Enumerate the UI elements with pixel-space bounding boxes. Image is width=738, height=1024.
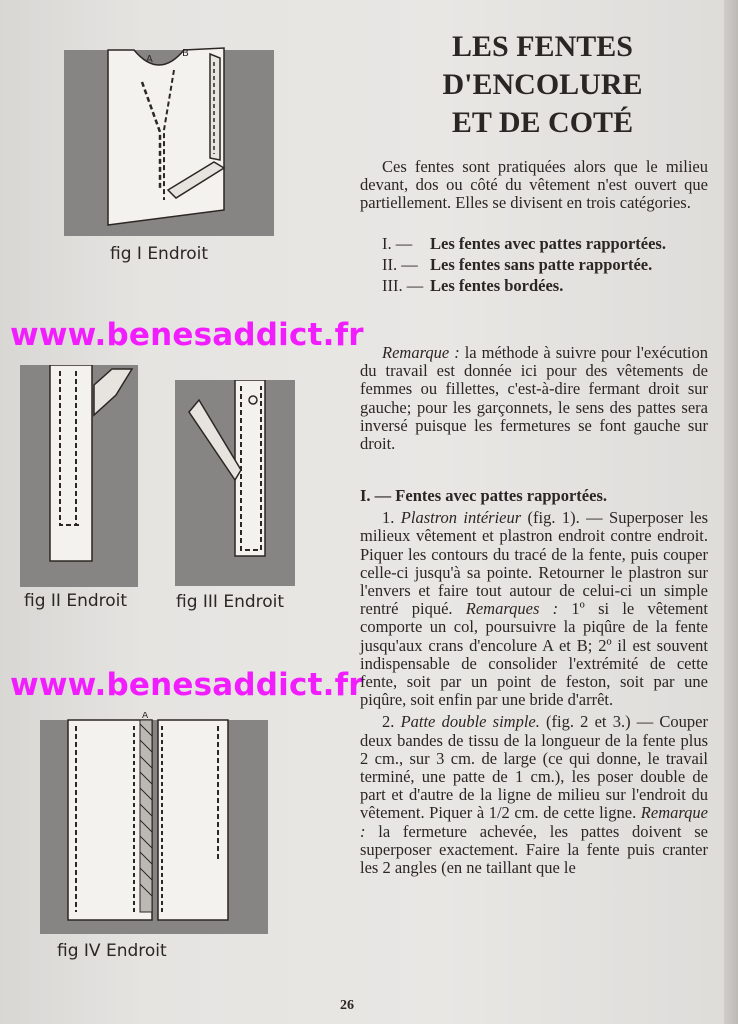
category-label: Les fentes avec pattes rapportées. [430, 234, 666, 253]
title-line-2: D'ENCOLURE [442, 68, 643, 101]
title-line-3: ET DE COTÉ [451, 106, 634, 139]
page-edge [724, 0, 738, 1024]
remarks-label: Remarques : [465, 599, 559, 619]
category-label: Les fentes sans patte rapportée. [430, 255, 653, 275]
item-title: Plastron intérieur [400, 508, 522, 528]
watermark-top: www.benesaddict.fr [10, 317, 364, 353]
intro-paragraph: Ces fentes sont pratiquées alors que le milieu devant, dos ou côté du vêtement n'est ouvert que partiellement. Elles se divisent en trois catégories. [360, 157, 708, 213]
remark-text: la méthode à suivre pour l'exécution du travail est donnée ici pour des vêtements de femmes ou fillettes, c'est-à-dire fermant droit sur gauche; pour les garçonnets, le sens des pattes sera inversé puisque les fermetures se font gauche sur droit. [360, 343, 709, 454]
remark-text: la fermeture achevée, les pattes doivent se superposer exactement. Faire la fente puis cranter les 2 angles (en ne taillant que le [360, 821, 708, 878]
figure-4-bound-slit [40, 712, 268, 934]
point-a-label: A [146, 54, 153, 65]
item-text: (fig. 2 et 3.) — Couper deux bandes de tissu de la longueur de la fente plus 2 cm., sur 3 cm. de large (ce qui donne, le travail terminé, une patte de 1 cm.), les poser double de part et d'autre de la ligne de milieu sur l'endroit du vêtement. Piquer à 1/2 cm. de cette ligne. [360, 712, 708, 823]
item-number: 1. [382, 508, 401, 528]
watermark-bottom: www.benesaddict.fr [10, 667, 364, 703]
category-list [360, 235, 708, 296]
remarks-text: 1º si le vêtement comporte un col, poursuivre la piqûre de la fente jusqu'aux crans d'encolure A et B; 2º il est souvent indispensable de consolider l'extrémité de cette fente, soit par un point de feston, soit par une piqûre, soit enfin par une bride d'arrêt. [360, 599, 708, 710]
figure-1-caption: fig I Endroit [110, 244, 209, 264]
item-title: Patte double simple. [400, 712, 540, 732]
item-text: (fig. 1). — Superposer les milieux vêtement et plastron endroit contre endroit. Piquer les contours du tracé de la fente, puis couper celle-ci jusqu'à sa pointe. Retourner le plastron sur l'envers et faire tout autour de celui-ci un simple rentré piqué. [360, 508, 709, 619]
section-item-2 [360, 713, 708, 877]
figure-2-caption: fig II Endroit [24, 591, 128, 611]
item-number: 2. [382, 712, 401, 732]
category-number: I. — [382, 234, 413, 253]
section-item-1 [360, 509, 708, 709]
title-line-1: LES FENTES [452, 30, 633, 63]
category-item [360, 277, 708, 295]
figure-2-placket [20, 365, 138, 587]
remark-label: Remarque : [360, 803, 708, 841]
category-item [360, 235, 708, 253]
category-number: III. — [382, 276, 424, 296]
figure-4-caption: fig IV Endroit [57, 941, 167, 961]
figure-3-caption: fig III Endroit [176, 592, 285, 612]
section-heading: I. — Fentes avec pattes rapportées. [360, 486, 607, 505]
remark-label: Remarque : [382, 343, 460, 362]
body-intro [360, 158, 708, 213]
category-item [360, 256, 708, 274]
category-number: II. — [382, 255, 418, 275]
point-b-label: B [182, 48, 189, 59]
page-title [440, 28, 645, 142]
page-number: 26 [340, 998, 354, 1013]
point-a-label: A [142, 712, 149, 721]
remark-block [360, 344, 708, 453]
figure-3-placket [175, 380, 295, 586]
figure-1-neck-placket [64, 40, 274, 236]
category-label: Les fentes bordées. [430, 276, 564, 296]
remark-paragraph [360, 344, 708, 453]
section-1 [360, 487, 708, 877]
